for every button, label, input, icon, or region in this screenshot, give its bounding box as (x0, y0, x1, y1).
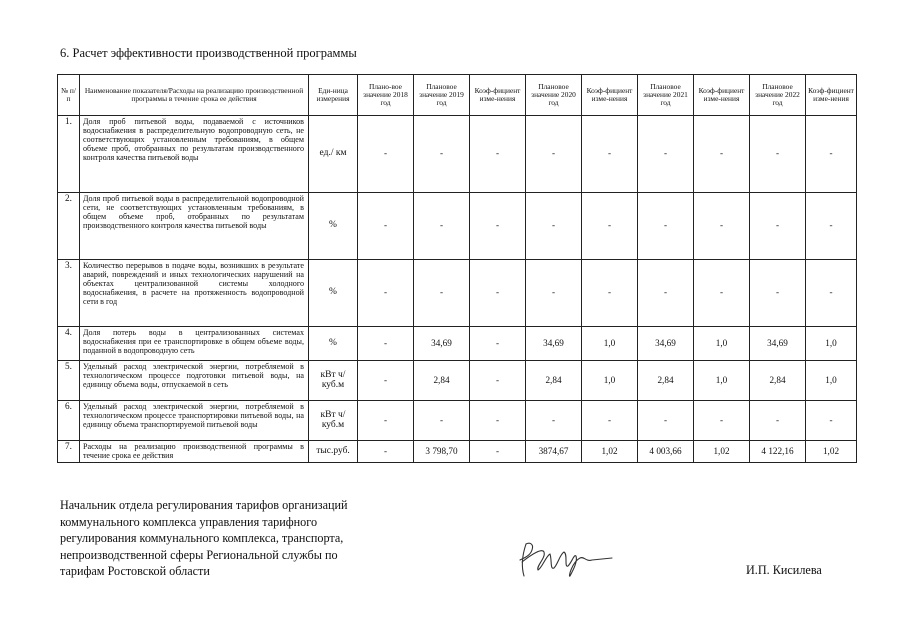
value-cell: - (582, 260, 638, 327)
unit-cell: кВт ч/куб.м (309, 361, 358, 401)
value-cell: 1,0 (694, 361, 750, 401)
indicator-name: Расходы на реализацию производственной программы в течение срока ее действия (80, 441, 309, 463)
value-cell: - (638, 116, 694, 193)
header-row (58, 75, 857, 116)
value-cell: - (526, 260, 582, 327)
value-cell: 4 003,66 (638, 441, 694, 463)
row-number: 6. (58, 401, 80, 441)
value-cell: - (358, 361, 414, 401)
table-row (58, 361, 857, 401)
value-cell: - (694, 401, 750, 441)
indicator-name: Доля проб питьевой воды в распределительной водопроводной сети, не соответствующих установленным требованиям, в общем объеме проб, отобранных по результатам производственного контроля качества питьевой воды (80, 193, 309, 260)
col-header-coef-2019: Коэф-фициент изме-нения (470, 75, 526, 116)
position-line: коммунального комплекса управления тарифного (60, 514, 318, 529)
col-header-plan-2018: Плано-вое значение 2018 год (358, 75, 414, 116)
position-line: непроизводственной сферы Региональной службы по (60, 547, 338, 562)
value-cell: 3874,67 (526, 441, 582, 463)
unit-cell: кВт ч/куб.м (309, 401, 358, 441)
col-header-plan-2021: Плановое значение 2021 год (638, 75, 694, 116)
value-cell: - (526, 193, 582, 260)
value-cell: - (694, 193, 750, 260)
col-header-name: Наименование показателя/Расходы на реализацию производственной программы в течение срока ее действия (80, 75, 309, 116)
value-cell: - (638, 401, 694, 441)
value-cell: 2,84 (750, 361, 806, 401)
unit-cell: % (309, 260, 358, 327)
position-line: тарифам Ростовской области (60, 564, 210, 578)
value-cell: - (470, 260, 526, 327)
value-cell: 1,0 (806, 361, 857, 401)
value-cell: - (526, 116, 582, 193)
value-cell: - (582, 401, 638, 441)
table-row (58, 401, 857, 441)
value-cell: 34,69 (750, 327, 806, 361)
unit-cell: тыс.руб. (309, 441, 358, 463)
col-header-coef-2022: Коэф-фициент изме-нения (806, 75, 857, 116)
value-cell: - (414, 260, 470, 327)
row-number: 7. (58, 441, 80, 463)
value-cell: 1,0 (582, 327, 638, 361)
value-cell: - (358, 327, 414, 361)
value-cell: 1,02 (694, 441, 750, 463)
value-cell: - (470, 361, 526, 401)
indicator-name: Количество перерывов в подаче воды, возникших в результате аварий, повреждений и иных технологических нарушений на объектах централизованной системы холодного водоснабжения, в расчете на протяженность водопроводной сети в год (80, 260, 309, 327)
table-row (58, 441, 857, 463)
col-header-coef-2020: Коэф-фициент изме-нения (582, 75, 638, 116)
value-cell: 4 122,16 (750, 441, 806, 463)
unit-cell: ед./ км (309, 116, 358, 193)
table-row (58, 116, 857, 193)
value-cell: 2,84 (526, 361, 582, 401)
col-header-coef-2021: Коэф-фициент изме-нения (694, 75, 750, 116)
value-cell: 1,02 (582, 441, 638, 463)
value-cell: - (806, 260, 857, 327)
col-header-unit: Еди-ница измерения (309, 75, 358, 116)
value-cell: - (694, 116, 750, 193)
indicator-name: Удельный расход электрической энергии, потребляемой в технологическом процессе подготовки питьевой воды, на единицу объема воды, отпускаемой в сеть (80, 361, 309, 401)
value-cell: 1,0 (582, 361, 638, 401)
value-cell: 1,02 (806, 441, 857, 463)
value-cell: - (750, 401, 806, 441)
efficiency-table (57, 74, 857, 463)
row-number: 4. (58, 327, 80, 361)
table-row (58, 193, 857, 260)
value-cell: - (694, 260, 750, 327)
value-cell: - (470, 327, 526, 361)
value-cell: - (806, 193, 857, 260)
value-cell: 34,69 (526, 327, 582, 361)
value-cell: - (750, 260, 806, 327)
value-cell: 1,0 (806, 327, 857, 361)
value-cell: - (806, 116, 857, 193)
value-cell: - (638, 260, 694, 327)
value-cell: - (638, 193, 694, 260)
value-cell: - (414, 193, 470, 260)
position-line: Начальник отдела регулирования тарифов организаций (60, 498, 348, 512)
value-cell: - (358, 401, 414, 441)
value-cell: - (358, 441, 414, 463)
value-cell: - (470, 116, 526, 193)
unit-cell: % (309, 327, 358, 361)
row-number: 1. (58, 116, 80, 193)
value-cell: - (470, 441, 526, 463)
value-cell: - (582, 116, 638, 193)
handwritten-signature (512, 532, 618, 582)
value-cell: - (806, 401, 857, 441)
row-number: 3. (58, 260, 80, 327)
value-cell: - (750, 116, 806, 193)
row-number: 2. (58, 193, 80, 260)
value-cell: - (414, 116, 470, 193)
value-cell: 34,69 (414, 327, 470, 361)
col-header-plan-2019: Плановое значение 2019 год (414, 75, 470, 116)
value-cell: - (526, 401, 582, 441)
value-cell: 2,84 (638, 361, 694, 401)
value-cell: 34,69 (638, 327, 694, 361)
value-cell: 3 798,70 (414, 441, 470, 463)
value-cell: - (470, 193, 526, 260)
value-cell: - (414, 401, 470, 441)
value-cell: 1,0 (694, 327, 750, 361)
value-cell: 2,84 (414, 361, 470, 401)
col-header-plan-2020: Плановое значение 2020 год (526, 75, 582, 116)
table-row (58, 260, 857, 327)
value-cell: - (582, 193, 638, 260)
position-line: регулирования коммунального комплекса, транспорта, (60, 531, 344, 545)
value-cell: - (750, 193, 806, 260)
value-cell: - (358, 260, 414, 327)
col-header-plan-2022: Плановое значение 2022 год (750, 75, 806, 116)
col-header-num: № п/п (58, 75, 80, 116)
unit-cell: % (309, 193, 358, 260)
indicator-name: Доля проб питьевой воды, подаваемой с источников водоснабжения в распределительную водопроводную сеть, не соответствующих установленным требованиям, в общем объеме проб, отобранных по результатам производственного контроля качества питьевой воды (80, 116, 309, 193)
page-title: 6. Расчет эффективности производственной программы (60, 46, 357, 60)
table-row (58, 327, 857, 361)
value-cell: - (358, 116, 414, 193)
signer-name: И.П. Кисилева (746, 563, 822, 577)
indicator-name: Доля потерь воды в централизованных системах водоснабжения при ее транспортировке в общем объеме воды, поданной в водопроводную сеть (80, 327, 309, 361)
signatory-position (60, 497, 348, 580)
value-cell: - (358, 193, 414, 260)
row-number: 5. (58, 361, 80, 401)
indicator-name: Удельный расход электрической энергии, потребляемой в технологическом процессе транспортировки питьевой воды, на единицу объема транспортируемой питьевой воды (80, 401, 309, 441)
value-cell: - (470, 401, 526, 441)
